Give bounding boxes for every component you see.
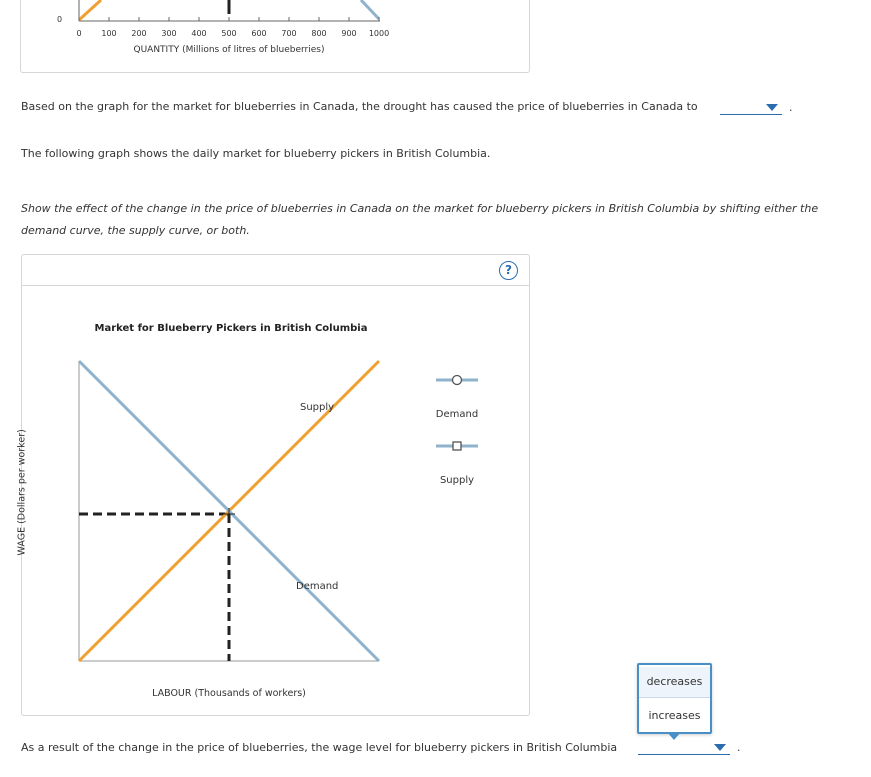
- price-change-dropdown[interactable]: [720, 100, 782, 115]
- supply-curve-label: Supply: [300, 402, 335, 413]
- chart-title: Market for Blueberry Pickers in British Columbia: [94, 323, 368, 334]
- demand-tool[interactable]: [436, 376, 478, 421]
- x-tick-label: 1000: [368, 29, 390, 38]
- intro-text: The following graph shows the daily market for blueberry pickers in British Columbia.: [21, 147, 491, 160]
- demand-line-fragment: [361, 0, 379, 19]
- demand-tool-label: Demand: [435, 409, 479, 420]
- wage-dropdown-options: [637, 663, 712, 734]
- instruction-line-1: Show the effect of the change in the price of blueberries in Canada on the market for blueberry pickers in British Columbia by shifting either the: [21, 202, 819, 215]
- x-tick-label: 700: [281, 29, 297, 38]
- supply-line-fragment: [79, 0, 101, 20]
- x-axis-label: QUANTITY (Millions of litres of blueberries): [133, 45, 325, 55]
- square-marker-icon: [453, 442, 461, 450]
- pickers-market-chart: [22, 255, 529, 715]
- x-axis-label: LABOUR (Thousands of workers): [152, 688, 306, 699]
- chevron-down-icon: [766, 104, 778, 111]
- x-tick-label: 300: [161, 29, 177, 38]
- question1-period: .: [789, 101, 793, 114]
- x-tick-label: 400: [191, 29, 207, 38]
- supply-tool-label: Supply: [439, 475, 475, 486]
- x-tick-label: 100: [101, 29, 117, 38]
- question1-text: Based on the graph for the market for blueberries in Canada, the drought has caused the price of blueberries in Canada to: [21, 100, 698, 113]
- demand-curve-label: Demand: [296, 581, 339, 592]
- question2-period: .: [737, 741, 741, 754]
- dropdown-pointer-icon: [667, 732, 681, 741]
- y-axis-label: WAGE (Dollars per worker): [16, 429, 28, 556]
- x-tick-group: [76, 17, 389, 38]
- x-tick-label: 900: [341, 29, 357, 38]
- y-zero-label: 0: [57, 15, 63, 24]
- supply-tool[interactable]: [436, 442, 478, 486]
- option-increases[interactable]: increases: [648, 709, 701, 722]
- wage-change-dropdown[interactable]: [638, 740, 730, 755]
- help-icon[interactable]: ?: [499, 261, 518, 280]
- chevron-down-icon: [714, 744, 726, 751]
- blueberry-market-graph-panel: [20, 0, 530, 73]
- instruction-line-2: demand curve, the supply curve, or both.: [21, 224, 250, 237]
- pickers-graph-panel: [21, 254, 530, 716]
- question2-text: As a result of the change in the price of blueberries, the wage level for blueberry pickers in British Columbia: [21, 741, 618, 754]
- x-tick-label: 200: [131, 29, 147, 38]
- x-tick-label: 500: [221, 29, 237, 38]
- x-tick-label: 800: [311, 29, 327, 38]
- circle-marker-icon: [453, 376, 462, 385]
- option-decreases[interactable]: decreases: [639, 667, 710, 698]
- x-tick-label: 0: [76, 29, 82, 38]
- x-tick-label: 600: [251, 29, 267, 38]
- blueberry-market-chart: [21, 0, 529, 72]
